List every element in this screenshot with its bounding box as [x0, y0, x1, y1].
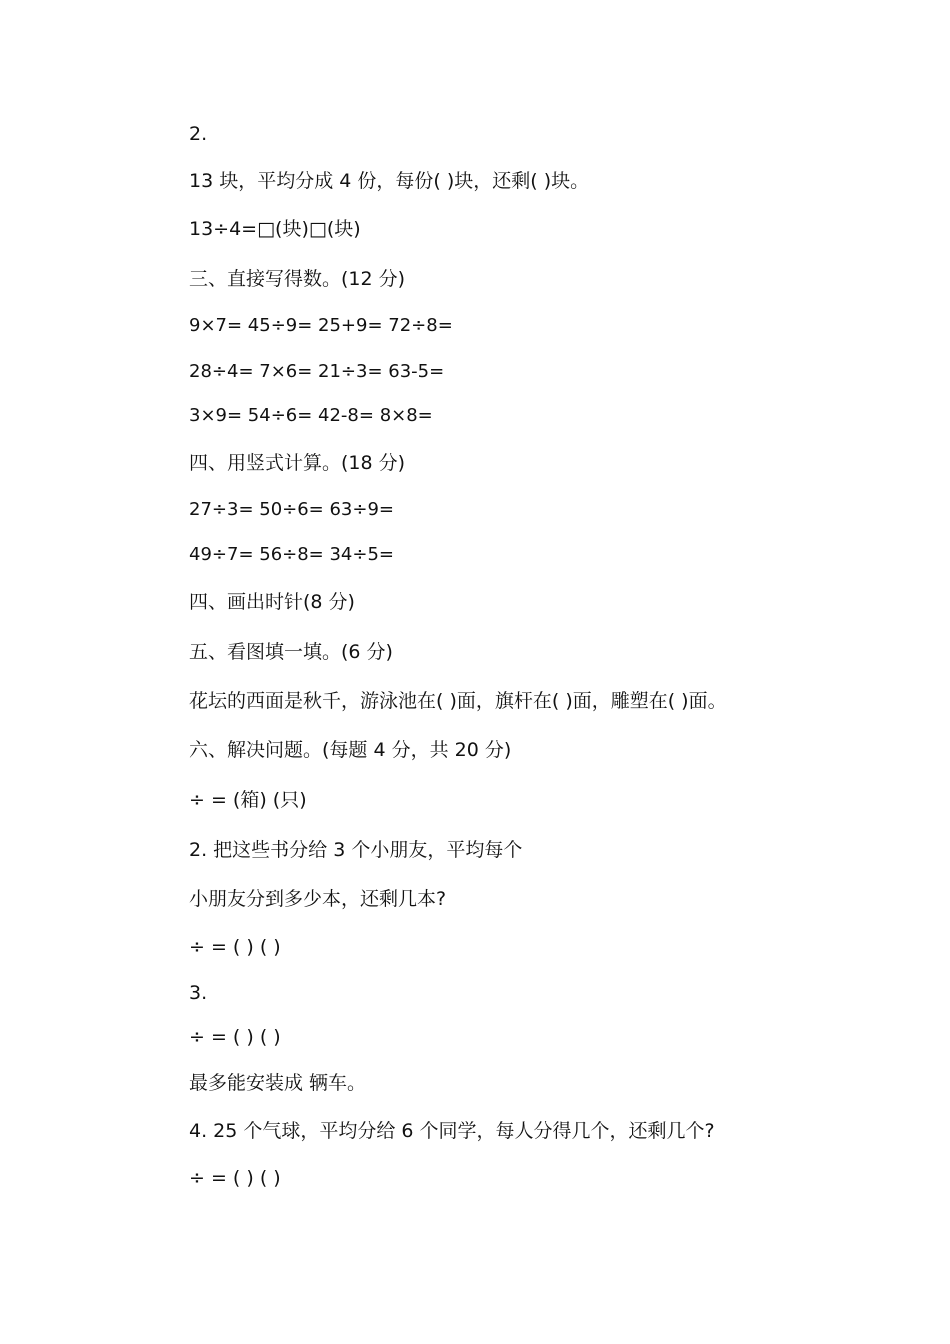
section-heading-4: 四、用竖式计算。(18 分): [189, 452, 406, 474]
vertical-calculation-row-2: 49÷7= 56÷8= 34÷5=: [189, 544, 395, 565]
answer-line-3: ÷ = ( ) ( ): [189, 1026, 281, 1048]
direction-question: 花坛的西面是秋千，游泳池在( )面，旗杆在( )面，雕塑在( )面。: [189, 690, 727, 712]
section-heading-3: 三、直接写得数。(12 分): [189, 268, 406, 290]
calculation-row-2: 28÷4= 7×6= 21÷3= 63-5=: [189, 361, 445, 382]
problem-4-text: 4. 25 个气球，平均分给 6 个同学，每人分得几个，还剩几个?: [189, 1120, 715, 1142]
problem-3-number: 3.: [189, 982, 208, 1004]
calculation-row-1: 9×7= 45÷9= 25+9= 72÷8=: [189, 315, 453, 336]
calculation-row-3: 3×9= 54÷6= 42-8= 8×8=: [189, 405, 433, 426]
question-number-2: 2.: [189, 123, 208, 145]
question-text: 13 块，平均分成 4 份，每份( )块，还剩( )块。: [189, 170, 590, 192]
section-heading-6: 六、解决问题。(每题 4 分，共 20 分): [189, 739, 512, 761]
vertical-calculation-row-1: 27÷3= 50÷6= 63÷9=: [189, 499, 395, 520]
problem-3-answer-text: 最多能安装成 辆车。: [189, 1072, 367, 1094]
problem-2-line-1: 2. 把这些书分给 3 个小朋友，平均每个: [189, 839, 523, 861]
section-heading-clock: 四、画出时针(8 分): [189, 591, 355, 613]
equation-line: 13÷4=□(块)□(块): [189, 218, 361, 240]
section-heading-5: 五、看图填一填。(6 分): [189, 641, 393, 663]
answer-line-4: ÷ = ( ) ( ): [189, 1167, 281, 1189]
answer-line-2: ÷ = ( ) ( ): [189, 936, 281, 958]
answer-line-1: ÷ = (箱) (只): [189, 789, 307, 811]
problem-2-line-2: 小朋友分到多少本，还剩几本?: [189, 888, 447, 910]
